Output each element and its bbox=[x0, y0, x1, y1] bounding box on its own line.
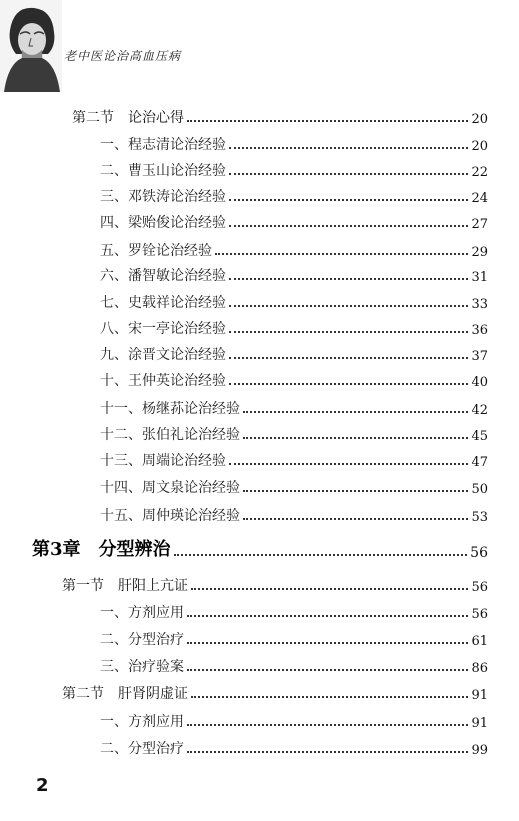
toc-item-entry[interactable] bbox=[100, 738, 488, 758]
dot-leader bbox=[187, 641, 468, 644]
sage-portrait-icon bbox=[0, 0, 62, 92]
toc-section-entry[interactable] bbox=[62, 575, 488, 595]
dot-leader bbox=[229, 146, 468, 149]
toc-entry-title: 五、罗铨论治经验 bbox=[100, 243, 212, 259]
toc-entry-page: 31 bbox=[471, 270, 488, 285]
toc-item-entry[interactable] bbox=[100, 477, 488, 497]
toc-entry-page: 29 bbox=[471, 245, 488, 260]
toc-entry-title: 第3章 分型辨治 bbox=[32, 539, 171, 560]
toc-entry-title: 二、分型治疗 bbox=[100, 741, 184, 757]
dot-leader bbox=[229, 462, 468, 465]
dot-leader bbox=[229, 382, 468, 385]
toc-item-entry[interactable] bbox=[100, 292, 488, 312]
toc-section-entry[interactable] bbox=[62, 683, 488, 703]
toc-entry-title: 十一、杨继荪论治经验 bbox=[100, 401, 240, 417]
toc-entry-title: 一、程志清论治经验 bbox=[100, 137, 226, 153]
toc-entry-title: 十五、周仲瑛论治经验 bbox=[100, 508, 240, 524]
toc-item-entry[interactable] bbox=[100, 186, 488, 206]
toc-entry-title: 二、曹玉山论治经验 bbox=[100, 163, 226, 179]
toc-item-entry[interactable] bbox=[100, 318, 488, 338]
toc-entry-title: 十、王仲英论治经验 bbox=[100, 373, 226, 389]
toc-entry-title: 第一节 肝阳上亢证 bbox=[62, 578, 188, 594]
toc-entry-title: 三、治疗验案 bbox=[100, 659, 184, 675]
toc-entry-page: 40 bbox=[471, 375, 488, 390]
toc-item-entry[interactable] bbox=[100, 656, 488, 676]
toc-entry-title: 一、方剂应用 bbox=[100, 714, 184, 730]
dot-leader bbox=[187, 614, 468, 617]
toc-entry-page: 20 bbox=[471, 139, 488, 154]
toc-entry-page: 56 bbox=[471, 607, 488, 622]
toc-item-entry[interactable] bbox=[100, 398, 488, 418]
toc-entry-page: 27 bbox=[471, 217, 488, 232]
toc-entry-title: 第二节 论治心得 bbox=[72, 110, 184, 126]
toc-entry-page: 24 bbox=[471, 191, 488, 206]
toc-item-entry[interactable] bbox=[100, 602, 488, 622]
toc-entry-title: 三、邓铁涛论治经验 bbox=[100, 189, 226, 205]
toc-entry-page: 33 bbox=[471, 297, 488, 312]
toc-entry-page: 86 bbox=[471, 661, 488, 676]
running-header bbox=[0, 0, 210, 92]
toc-item-entry[interactable] bbox=[100, 160, 488, 180]
toc-entry-page: 36 bbox=[471, 323, 488, 338]
toc-item-entry[interactable] bbox=[100, 344, 488, 364]
toc-item-entry[interactable] bbox=[100, 212, 488, 232]
toc-entry-title: 九、涂晋文论治经验 bbox=[100, 347, 226, 363]
toc-entry-title: 六、潘智敏论治经验 bbox=[100, 268, 226, 284]
dot-leader bbox=[229, 304, 468, 307]
toc-item-entry[interactable] bbox=[100, 265, 488, 285]
toc-entry-title: 第二节 肝肾阴虚证 bbox=[62, 686, 188, 702]
toc-item-entry[interactable] bbox=[100, 370, 488, 390]
toc-entry-page: 56 bbox=[470, 545, 488, 561]
toc-entry-title: 十四、周文泉论治经验 bbox=[100, 480, 240, 496]
toc-entry-page: 61 bbox=[471, 634, 488, 649]
page-number: 2 bbox=[36, 775, 49, 796]
dot-leader bbox=[187, 723, 468, 726]
toc-item-entry[interactable] bbox=[100, 424, 488, 444]
toc-entry-title: 七、史载祥论治经验 bbox=[100, 295, 226, 311]
dot-leader bbox=[187, 750, 468, 753]
dot-leader bbox=[174, 553, 468, 556]
dot-leader bbox=[243, 436, 468, 439]
toc-entry-page: 47 bbox=[471, 455, 488, 470]
toc-entry-page: 20 bbox=[471, 112, 488, 127]
toc-entry-title: 二、分型治疗 bbox=[100, 632, 184, 648]
toc-entry-title: 一、方剂应用 bbox=[100, 605, 184, 621]
dot-leader bbox=[243, 410, 468, 413]
dot-leader bbox=[215, 252, 468, 255]
dot-leader bbox=[229, 198, 468, 201]
toc-entry-page: 50 bbox=[471, 482, 488, 497]
toc-entry-page: 56 bbox=[471, 580, 488, 595]
toc-entry-page: 22 bbox=[471, 165, 488, 180]
dot-leader bbox=[243, 489, 468, 492]
toc-entry-page: 91 bbox=[471, 716, 488, 731]
dot-leader bbox=[229, 277, 468, 280]
dot-leader bbox=[191, 587, 468, 590]
toc-section-entry[interactable] bbox=[72, 107, 488, 127]
toc-item-entry[interactable] bbox=[100, 240, 488, 260]
dot-leader bbox=[187, 119, 468, 122]
toc-entry-page: 45 bbox=[471, 429, 488, 444]
toc-entry-page: 99 bbox=[471, 743, 488, 758]
toc-entry-page: 91 bbox=[471, 688, 488, 703]
toc-entry-title: 四、梁贻俊论治经验 bbox=[100, 215, 226, 231]
toc-entry-page: 42 bbox=[471, 403, 488, 418]
toc-item-entry[interactable] bbox=[100, 134, 488, 154]
toc-entry-title: 十二、张伯礼论治经验 bbox=[100, 427, 240, 443]
toc-chapter-entry[interactable] bbox=[32, 541, 488, 561]
toc-entry-page: 53 bbox=[471, 510, 488, 525]
dot-leader bbox=[229, 356, 468, 359]
toc-item-entry[interactable] bbox=[100, 629, 488, 649]
dot-leader bbox=[191, 695, 468, 698]
toc-item-entry[interactable] bbox=[100, 505, 488, 525]
toc-item-entry[interactable] bbox=[100, 450, 488, 470]
dot-leader bbox=[229, 330, 468, 333]
toc-entry-title: 八、宋一亭论治经验 bbox=[100, 321, 226, 337]
toc-entry-title: 十三、周端论治经验 bbox=[100, 453, 226, 469]
dot-leader bbox=[243, 517, 468, 520]
header-title: 老中医论治高血压病 bbox=[64, 49, 182, 63]
toc-item-entry[interactable] bbox=[100, 711, 488, 731]
dot-leader bbox=[229, 172, 468, 175]
toc-entry-page: 37 bbox=[471, 349, 488, 364]
dot-leader bbox=[229, 224, 468, 227]
dot-leader bbox=[187, 668, 468, 671]
